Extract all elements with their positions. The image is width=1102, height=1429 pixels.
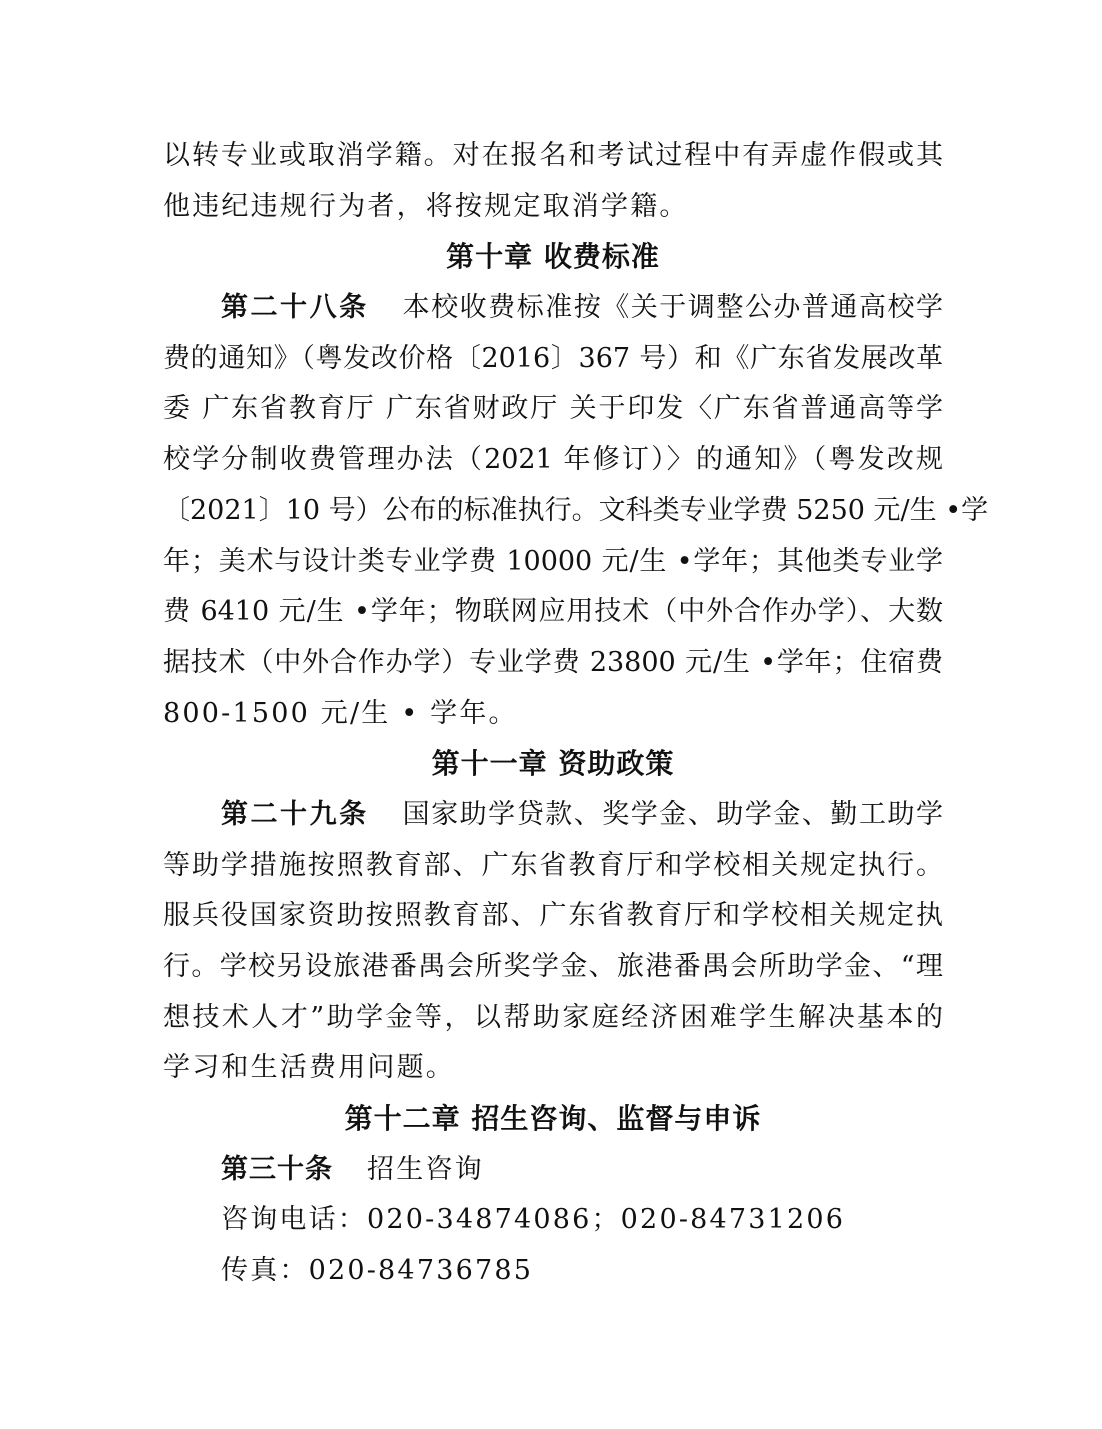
article-text: 国家助学贷款、奖学金、助学金、勤工助学 [402, 798, 943, 830]
chapter-heading: 第十一章 资助政策 [431, 747, 675, 781]
article-first-line [163, 1145, 943, 1196]
body-text-line: 等助学措施按照教育部、广东省教育厅和学校相关规定执行。 [163, 849, 943, 881]
article-text: 本校收费标准按《关于调整公办普通高校学 [402, 292, 943, 324]
body-text-line: 费的通知》（粤发改价格〔2016〕367 号）和《广东省发展改革 [163, 342, 943, 374]
body-text-line: 据技术（中外合作办学）专业学费 23800 元/生 •学年；住宿费 [163, 646, 943, 678]
article-first-line [163, 283, 943, 334]
body-text-line: 费 6410 元/生 •学年；物联网应用技术（中外合作办学）、大数 [163, 596, 943, 628]
article-text: 招生咨询 [367, 1153, 484, 1185]
body-text-line: 行。学校另设旅港番禺会所奖学金、旅港番禺会所助学金、“理 [163, 951, 943, 982]
document-page [163, 131, 989, 1297]
chapter-heading: 第十章 收费标准 [446, 240, 660, 274]
article-label: 第三十条 [221, 1153, 333, 1185]
body-text-line: 想技术人才”助学金等，以帮助家庭经济困难学生解决基本的 [163, 1001, 943, 1033]
article-label: 第二十八条 [221, 292, 369, 324]
article-label: 第二十九条 [221, 798, 369, 830]
body-text-line: 以转专业或取消学籍。对在报名和考试过程中有弄虚作假或其 [163, 140, 943, 171]
body-text-line: 他违纪违规行为者，将按规定取消学籍。 [163, 190, 689, 222]
contact-phone: 咨询电话：020-34874086；020-84731206 [221, 1204, 846, 1236]
body-text-line: 服兵役国家资助按照教育部、广东省教育厅和学校相关规定执 [163, 900, 943, 932]
body-text-line: 学习和生活费用问题。 [163, 1052, 455, 1084]
body-text-line: 委 广东省教育厅 广东省财政厅 关于印发〈广东省普通高等学 [163, 393, 943, 425]
article-first-line [163, 790, 943, 841]
body-text-line: 〔2021〕10 号）公布的标准执行。文科类专业学费 5250 元/生 •学 [163, 494, 989, 526]
body-text-line: 校学分制收费管理办法（2021 年修订）〉的通知》（粤发改规 [163, 444, 943, 476]
contact-fax: 传真：020-84736785 [221, 1255, 534, 1287]
body-text-line: 年；美术与设计类专业学费 10000 元/生 •学年；其他类专业学 [163, 545, 943, 577]
body-text-line: 800-1500 元/生 • 学年。 [163, 697, 518, 729]
chapter-heading: 第十二章 招生咨询、监督与申诉 [344, 1102, 762, 1136]
